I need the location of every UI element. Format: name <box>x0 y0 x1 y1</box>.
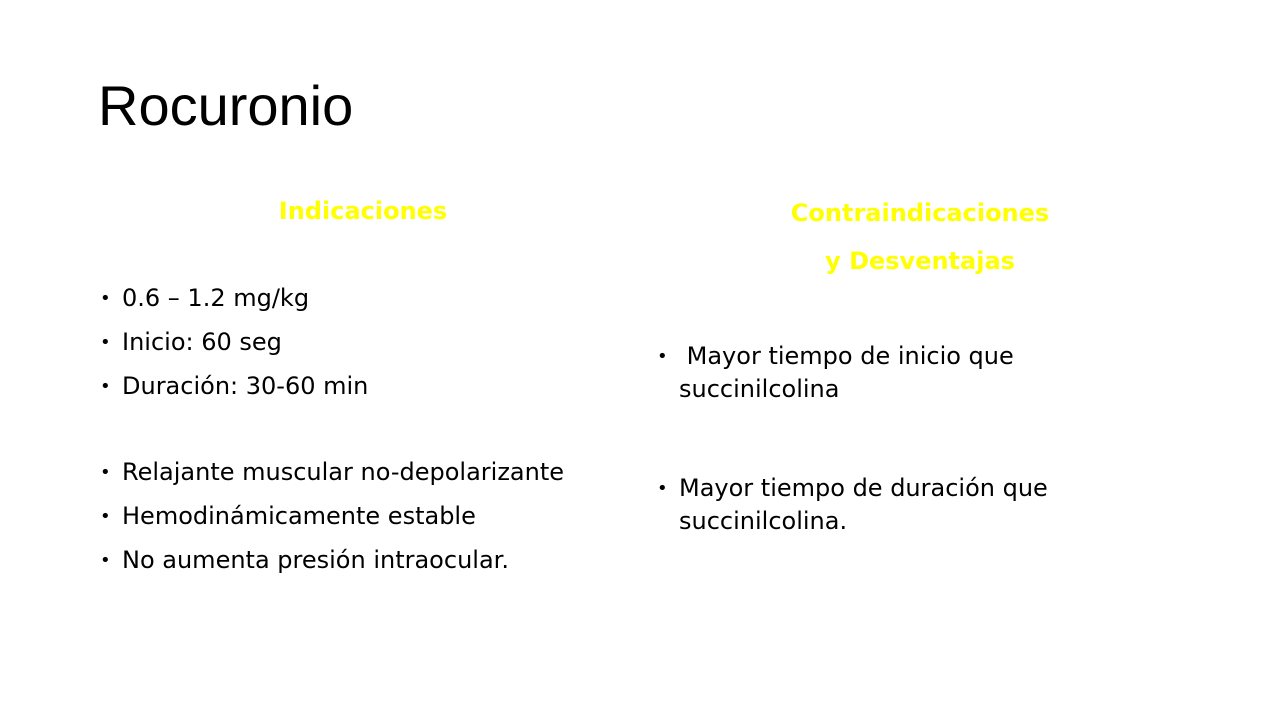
slide-title: Rocuronio <box>98 74 354 137</box>
list-item-text: Duración: 30-60 min <box>122 372 369 400</box>
list-item <box>655 472 1179 538</box>
disadvantages-list <box>655 340 1179 538</box>
list-item-text: 0.6 – 1.2 mg/kg <box>122 284 310 312</box>
list-item <box>98 456 564 489</box>
bullet-icon: • <box>100 288 111 309</box>
list-item <box>98 500 564 533</box>
list-item-text: Inicio: 60 seg <box>122 328 282 356</box>
bullet-icon: • <box>100 550 111 571</box>
list-item <box>98 282 368 315</box>
bullet-icon: • <box>100 332 111 353</box>
indications-heading: Indicaciones <box>278 197 448 225</box>
list-item <box>98 326 368 359</box>
bullet-icon: • <box>657 346 668 367</box>
contraindications-heading: Contraindicaciones <box>790 199 1050 227</box>
list-item <box>98 544 564 577</box>
dosage-list <box>98 282 368 414</box>
list-item-text: Relajante muscular no-depolarizante <box>122 458 565 486</box>
list-item-text: Hemodinámicamente estable <box>122 502 476 530</box>
list-item <box>655 340 1179 406</box>
list-item <box>98 370 368 403</box>
bullet-icon: • <box>100 376 111 397</box>
list-item-text: Mayor tiempo de duración que succinilcolina. <box>679 474 1048 535</box>
list-item-text: No aumenta presión intraocular. <box>122 546 509 574</box>
disadvantages-heading: y Desventajas <box>825 247 1015 275</box>
list-item-text: Mayor tiempo de inicio que succinilcolina <box>679 342 1022 403</box>
bullet-icon: • <box>657 478 668 499</box>
properties-list <box>98 456 564 588</box>
bullet-icon: • <box>100 462 111 483</box>
bullet-icon: • <box>100 506 111 527</box>
